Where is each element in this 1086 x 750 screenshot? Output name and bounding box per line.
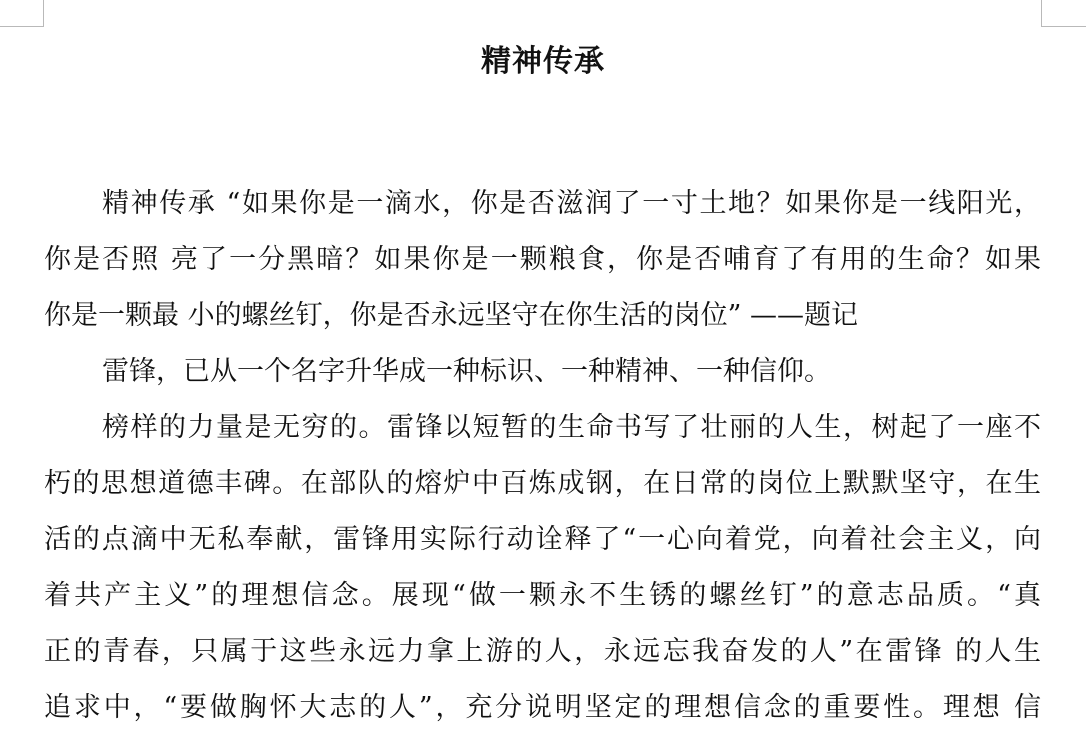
margin-corner-mark [0,26,44,27]
text-line: 活的点滴中无私奉献，雷锋用实际行动诠释了“一心向着党，向着社会主义，向 [44,524,1041,555]
text-line: 着共产主义”的理想信念。展现“做一颗永不生锈的螺丝钉”的意志品质。“真 [44,580,1041,611]
text-line: 朽的思想道德丰碑。在部队的熔炉中百炼成钢，在日常的岗位上默默坚守，在生 [44,468,1041,499]
text-line: 你是一颗最 小的螺丝钉，你是否永远坚守在你生活的岗位” ——题记 [44,300,858,331]
text-line: 正的青春，只属于这些永远力拿上游的人，永远忘我奋发的人”在雷锋 的人生 [44,636,1041,667]
document-title: 精神传承 [481,44,605,79]
margin-corner-mark [1041,0,1042,26]
text-line: 精神传承 “如果你是一滴水，你是否滋润了一寸土地？如果你是一线阳光， [102,188,1041,219]
margin-corner-mark [1041,26,1086,27]
margin-corner-mark [43,0,44,26]
text-line: 追求中，“要做胸怀大志的人”，充分说明坚定的理想信念的重要性。理想 信 [44,692,1041,723]
text-line: 雷锋，已从一个名字升华成一种标识、一种精神、一种信仰。 [102,356,831,387]
text-line: 榜样的力量是无穷的。雷锋以短暂的生命书写了壮丽的人生，树起了一座不 [102,412,1041,443]
text-line: 你是否照 亮了一分黑暗？如果你是一颗粮食，你是否哺育了有用的生命？如果 [44,244,1041,275]
